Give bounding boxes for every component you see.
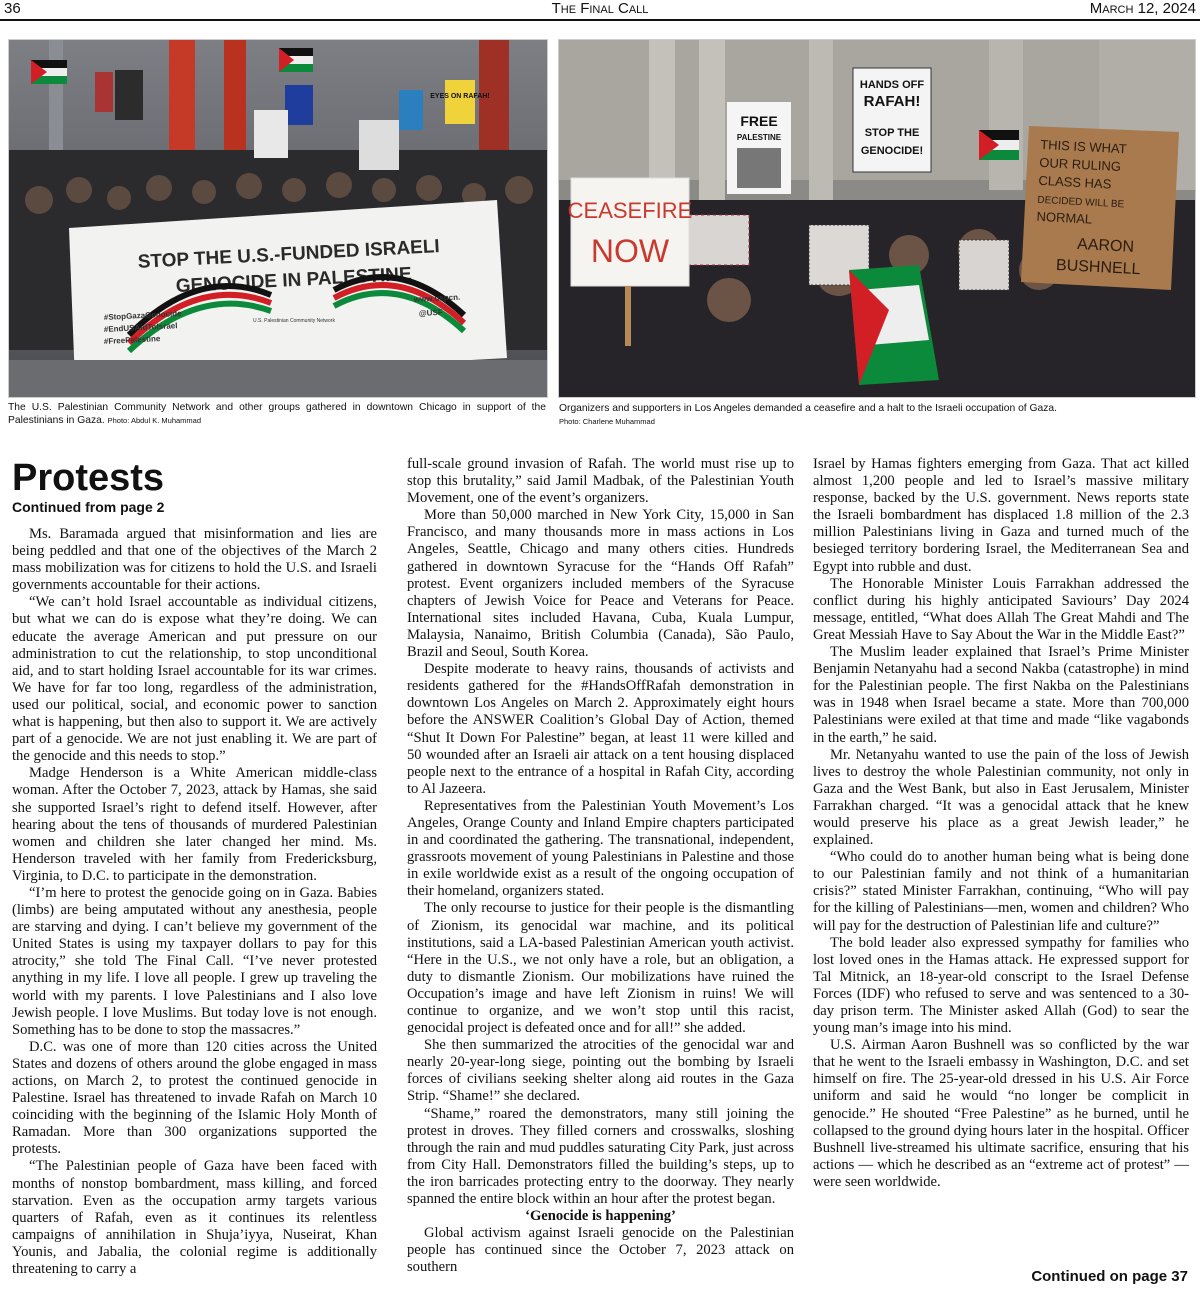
article-continued-from: Continued from page 2 — [12, 499, 165, 515]
cardboard-line-4: DECIDED WILL BE — [1037, 194, 1125, 211]
page-header — [0, 0, 1200, 20]
header-rule — [0, 19, 1200, 21]
page-number: 36 — [4, 0, 21, 17]
los-angeles-caption-text: Organizers and supporters in Los Angeles demanded a ceasefire and a halt to the Israeli occupation of Gaza. — [559, 403, 1057, 414]
paragraph: The Muslim leader explained that Israel’s Prime Minister Benjamin Netanyahu had a second Nakba (catastrophe) in mind for the Palestinian people. The first Nakba on the Palestinians was in 1948 when Israel became a state. More than 700,000 Palestinians were exiled at that time and made “like vagabonds in the earth,” he said. — [813, 644, 1189, 746]
hands-sign-line-1: HANDS OFF — [859, 79, 925, 91]
paragraph: “Shame,” roared the demonstrators, many still joining the protest in droves. They filled corners and crosswalks, sloshing through the rain and mud puddles saturating City Park, just across from City Hall. Demonstrators filled the building’s steps, up to the iron barricades protecting entry to the doorway. They nearly spanned the entire block within an hour after the protest began. — [407, 1105, 794, 1208]
banner-social: @USF — [418, 307, 443, 318]
chicago-photo-credit: Photo: Abdul K. Muhammad — [107, 416, 201, 425]
paragraph: Israel by Hamas fighters emerging from Gaza. That act killed almost 1,200 people and led to Israel’s massive military response, backed by the U.S. government. News reports state the Israeli bombardment has displaced 1.8 million of the 2.3 million Palestinians living in Gaza and turned much of the besieged territory bordering Israel, the Mediterranean Sea and Egypt into rubble and dust. — [813, 456, 1189, 575]
banner-tag-1: #StopGazaGenocide — [103, 308, 182, 322]
chicago-protest-photo — [8, 39, 548, 398]
paragraph: Representatives from the Palestinian Youth Movement’s Los Angeles, Orange County and Inland Empire chapters participated in and coordinated the gathering. The transnational, independent, grassroots movement of young Palestinians in Palestine and those in exile worldwide exist as a result of the ongoing occupation of their homeland, organizers stated. — [407, 797, 794, 900]
cardboard-line-2: OUR RULING — [1039, 154, 1122, 175]
article-headline: Protests — [12, 457, 165, 499]
chicago-caption — [8, 401, 546, 427]
free-sign-line-1: FREE — [740, 113, 778, 129]
paragraph: The bold leader also expressed sympathy for families who lost loved ones in the Hamas attack. He expressed support for Tal Mitnick, an 18-year-old conscript to the Israel Defense Forces (IDF) who refused to serve and was sentenced to a 30-day prison term. The Minister asked Allah (God) to sear the young man’s image into his mind. — [813, 934, 1189, 1037]
free-sign-line-2: PALESTINE — [736, 133, 782, 142]
article-column-3 — [813, 456, 1189, 1191]
banner-org: U.S. Palestinian Community Network — [253, 318, 335, 324]
paragraph: full-scale ground invasion of Rafah. The world must rise up to stop this brutality,” said Jamil Madbak, of the Palestinian Youth Movement, one of the event’s organizers. — [407, 456, 794, 507]
paragraph: She then summarized the atrocities of the genocidal war and nearly 20-year-long siege, pointing out the bombing by Israeli forces of civilians seeking shelter along aid routes in the Gaza Strip. “Shame!” she declared. — [407, 1037, 794, 1105]
paragraph: “I’m here to protest the genocide going on in Gaza. Babies (limbs) are being amputated without any anesthesia, people are starving and dying. I can’t believe my government of the United States is using my taxpayer dollars to pay for this atrocity,” she told The Final Call. “I’ve never protested anything in my life. I love all people. I grew up traveling the world with my parents. I love Palestinians and I also love Jewish people. I love Muslims. But today love is not enough. Something has to be done to stop the massacres.” — [12, 884, 377, 1038]
continued-on-page: Continued on page 37 — [1031, 1268, 1188, 1285]
hands-sign-line-4: GENOCIDE! — [860, 145, 924, 157]
article-column-1 — [12, 456, 377, 1278]
paragraph: Despite moderate to heavy rains, thousands of activists and residents gathered for the #HandsOffRafah demonstration in downtown Los Angeles on March 2. Approximately eight hours before the ANSWER Coalition’s Global Day of Action, themed “Shut It Down For Palestine” began, at least 11 were killed and 50 wounded after an Israeli air attack on a tent housing displaced people next to the entrance of a hospital in Rafah City, according to Al Jazeera. — [407, 661, 794, 797]
banner-line-1: STOP THE U.S.-FUNDED ISRAELI — [137, 236, 441, 273]
paragraph: U.S. Airman Aaron Bushnell was so conflicted by the war that he went to the Israeli embassy in Washington, D.C. and set himself on fire. The 25-year-old dressed in his U.S. Air Force uniform and said he would “no longer be complicit in genocide.” He shouted “Free Palestine” as he burned, until he collapsed to the ground dying hours later in the hospital. Officer Bushnell live-streamed his ultimate sacrifice, ensuring that his actions — which he described as an “extreme act of protest” — were seen worldwide. — [813, 1037, 1189, 1190]
banner-line-2: GENOCIDE IN PALESTINE — [175, 263, 413, 298]
paragraph: “The Palestinian people of Gaza have been faced with months of nonstop bombardment, mass killing, and forced starvation. Even as the occupation army targets various quarters of Rafah, even as it continues its relentless campaigns of annihilation in Shuja’iyya, Nuseirat, Khan Younis, and Jabalia, the colonial regime is additionally threatening to carry a — [12, 1158, 377, 1278]
cardboard-line-7: BUSHNELL — [1055, 256, 1141, 279]
paragraph: Ms. Baramada argued that misinformation and lies are being peddled and that one of the objectives of the March 2 mass mobilization was for citizens to hold the U.S. and Israeli governments accountable for their actions. — [12, 526, 377, 594]
cardboard-line-5: NORMAL — [1036, 208, 1093, 227]
hands-sign-line-3: STOP THE — [864, 127, 920, 139]
article-column-2 — [407, 456, 794, 1277]
cardboard-line-1: THIS IS WHAT — [1039, 136, 1128, 157]
paragraph: Mr. Netanyahu wanted to use the pain of the loss of Jewish lives to destroy the whole Palestinian community, not only in Gaza and the West Bank, but also in East Jerusalem, Minister Farrakhan charged. “It was a genocidal attack that he knew would preserve his place as a great Jewish leader,” he explained. — [813, 746, 1189, 849]
paragraph: “We can’t hold Israel accountable as individual citizens, but what we can do is expose what they’re doing. We can educate the average American and put pressure on our administration to cut the relationship, to stop unconditional aid, and to start holding Israel accountable for its war crimes. We have for far too long, regardless of the administration, used our political, social, and economic power to sanction what is happening, but then also to support it. We are actively part of a genocide. We are not just enabling it. We are part of the genocide and this needs to stop.” — [12, 594, 377, 765]
hands-sign-line-2: RAFAH! — [863, 93, 921, 110]
banner-site: www.uspcn. — [413, 292, 461, 304]
paragraph: “Who could do to another human being what is being done to our Palestinian family and not think of a humanitarian crisis?” stated Minister Farrakhan, continuing, “Who will pay for the killing of Palestinians—men, women and children? Who will pay for the destruction of Palestinian life and culture?” — [813, 849, 1189, 934]
los-angeles-photo-credit: Photo: Charlene Muhammad — [559, 417, 655, 426]
los-angeles-caption — [559, 402, 1189, 428]
rafah-sign-text: EYES ON RAFAH! — [430, 93, 490, 100]
ceasefire-sign-line-2: NOW — [590, 233, 670, 269]
cardboard-line-3: CLASS HAS — [1038, 172, 1112, 192]
los-angeles-protest-photo — [558, 39, 1196, 398]
banner-tag-2: #EndUSAidToIsrael — [103, 321, 178, 334]
paragraph: The Honorable Minister Louis Farrakhan addressed the conflict during his highly anticipated Saviours’ Day 2024 message, entitled, “What does Allah The Great Mahdi and The Great Messiah Have to Say About the War in the Middle East?” — [813, 575, 1189, 643]
cardboard-line-6: AARON — [1076, 235, 1135, 256]
banner-tag-3: #FreePalestine — [103, 334, 161, 346]
section-subhead: ‘Genocide is happening’ — [525, 1208, 676, 1225]
paragraph: More than 50,000 marched in New York City, 15,000 in San Francisco, and many thousands more in mass actions in Los Angeles, Seattle, Chicago and many others cities. Hundreds gathered in downtown Syracuse for the “Hands Off Rafah” protest. Event organizers included members of the Syracuse chapters of Jewish Voice for Peace and Veterans for Peace. International sites included Havana, Cuba, Kuala Lumpur, Malaysia, Nanaimo, British Columbia (Canada), São Paulo, Brazil and Seoul, South Korea. — [407, 507, 794, 661]
chicago-caption-text: The U.S. Palestinian Community Network and other groups gathered in downtown Chicago in support of the Palestinians in Gaza. — [8, 402, 546, 426]
paragraph: Global activism against Israeli genocide on the Palestinian people has continued since the October 7, 2023 attack on southern — [407, 1225, 794, 1276]
paragraph: The only recourse to justice for their people is the dismantling of Zionism, its genocidal war machine, and its political institutions, said a LA-based Palestinian American youth activist. “Here in the U.S., we not only have a role, but an obligation, a duty to dismantle Zionism. Our mobilizations have ruined the Occupation’s image and have left Zionism in ruins! We will continue to organize, and we won’t stop until this racist, genocidal project is defeated once and for all!” she added. — [407, 900, 794, 1037]
paragraph: Madge Henderson is a White American middle-class woman. After the October 7, 2023, attack by Hamas, she said she supported Israel’s right to defend itself. However, after hearing about the tens of thousands of murdered Palestinian women and children she later changed her mind. Ms. Henderson traveled with her family from Fredericksburg, Virginia, to D.C. to participate in the demonstration. — [12, 765, 377, 884]
issue-date: March 12, 2024 — [1089, 0, 1196, 17]
publication-name: The Final Call — [551, 0, 649, 17]
ceasefire-sign-line-1: CEASEFIRE — [567, 198, 693, 223]
paragraph: D.C. was one of more than 120 cities across the United States and dozens of others around the globe engaged in mass actions, on March 2, to protest the continued genocide in Palestine. Israel has threatened to invade Rafah on March 10 coinciding with the beginning of the Islamic Holy Month of Ramadan. More than 300 organizations supported the protests. — [12, 1038, 377, 1158]
